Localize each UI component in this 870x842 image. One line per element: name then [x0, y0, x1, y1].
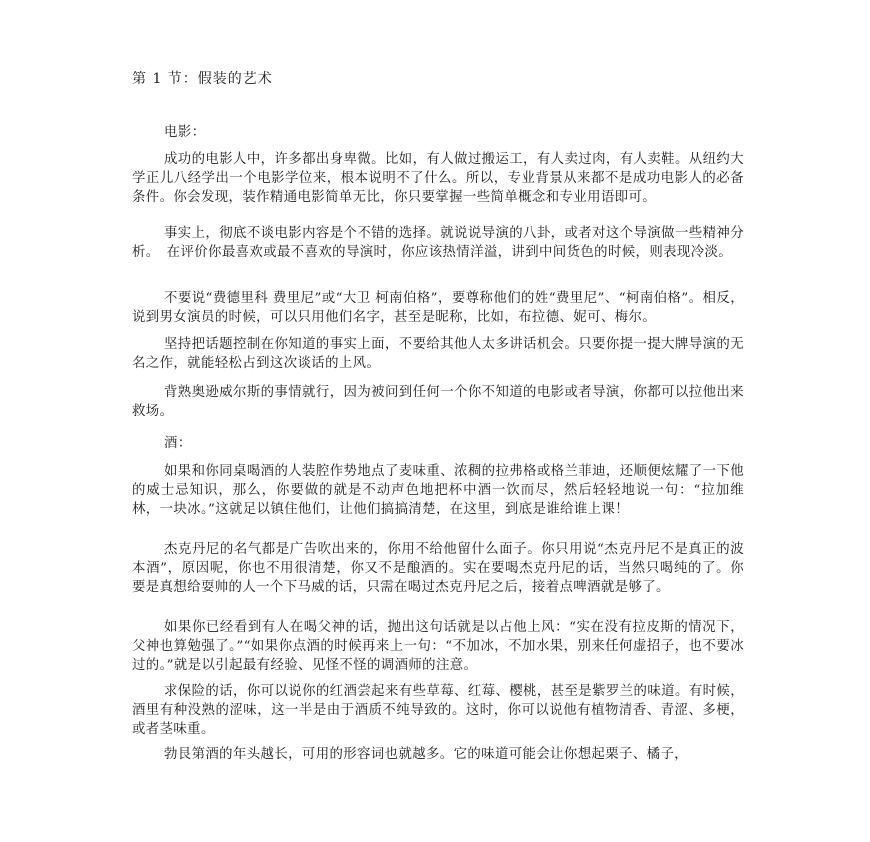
movie-heading: 电影：: [164, 125, 206, 140]
movie-paragraph-3: [132, 289, 744, 327]
paragraph-text: 事实上，彻底不谈电影内容是个不错的选择。就说说导演的八卦，或者对这个导演做一些精神分析。 在评价你最喜欢或最不喜欢的导演时，你应该热情洋溢，讲到中间货色的时候，则表现冷淡。: [132, 226, 744, 260]
paragraph-text: 如果你已经看到有人在喝父神的话，抛出这句话就是以占他上风：“实在没有拉皮斯的情况下，父神也算勉强了。”“如果你点酒的时候再来上一句：“不加冰，不加水果，别来任何虚招子，也不要冰过的。”就是以引起最有经验、见怪不怪的调酒师的注意。: [132, 620, 744, 673]
movie-paragraph-1: [132, 150, 744, 207]
paragraph-text: 坚持把话题控制在你知道的事实上面，不要给其他人太多讲话机会。只要你提一提大牌导演的无名之作，就能轻松占到这次谈话的上风。: [132, 337, 744, 371]
wine-paragraph-4: [132, 682, 744, 739]
paragraph-text: 杰克丹尼的名气都是广告吹出来的，你用不给他留什么面子。你只用说“杰克丹尼不是真正的波本酒”，原因呢，你也不用很清楚，你又不是酿酒的。实在要喝杰克丹尼的话，当然只喝纯的了。你要是真想给耍帅的人一个下马威的话，只需在喝过杰克丹尼之后，接着点啤酒就是够了。: [132, 542, 744, 595]
movie-paragraph-5: [132, 383, 744, 421]
paragraph-text: 成功的电影人中，许多都出身卑微。比如，有人做过搬运工，有人卖过肉，有人卖鞋。从纽约大学正儿八经学出一个电影学位来，根本说明不了什么。所以，专业背景从来都不是成功电影人的必备条件。你会发现，装作精通电影简单无比，你只要掌握一些简单概念和专业用语即可。: [132, 152, 744, 205]
paragraph-text: 如果和你同桌喝酒的人装腔作势地点了麦味重、浓稠的拉弗格或格兰菲迪，还顺便炫耀了一下他的威士忌知识，那么，你要做的就是不动声色地把杯中酒一饮而尽，然后轻轻地说一句：“拉加维林，一块冰。”这就足以镇住他们，让他们搞搞清楚，在这里，到底是谁给谁上课！: [132, 464, 744, 517]
wine-paragraph-3: [132, 618, 744, 675]
paragraph-text: 不要说“费德里科 费里尼”或“大卫 柯南伯格”，要尊称他们的姓“费里尼”、“柯南伯格”。相反，说到男女演员的时候，可以只用他们名字，甚至是昵称，比如，布拉德、妮可、梅尔。: [132, 291, 744, 325]
section-title: 第 1 节：假装的艺术: [132, 71, 273, 87]
movie-paragraph-2: [132, 224, 744, 262]
wine-paragraph-1: [132, 462, 744, 519]
paragraph-text: 勃艮第酒的年头越长，可用的形容词也就越多。它的味道可能会让你想起栗子、橘子，: [164, 747, 689, 762]
paragraph-text: 求保险的话，你可以说你的红酒尝起来有些草莓、红莓、樱桃，甚至是紫罗兰的味道。有时候，酒里有种没熟的涩味，这一半是由于酒质不纯导致的。这时，你可以说他有植物清香、青涩、多梗，或者茎味重。: [132, 684, 744, 737]
movie-paragraph-4: [132, 335, 744, 373]
wine-paragraph-5: [132, 745, 744, 764]
wine-heading: 酒：: [164, 436, 192, 451]
wine-paragraph-2: [132, 540, 744, 597]
paragraph-text: 背熟奥逊威尔斯的事情就行，因为被问到任何一个你不知道的电影或者导演，你都可以拉他出来救场。: [132, 385, 744, 419]
